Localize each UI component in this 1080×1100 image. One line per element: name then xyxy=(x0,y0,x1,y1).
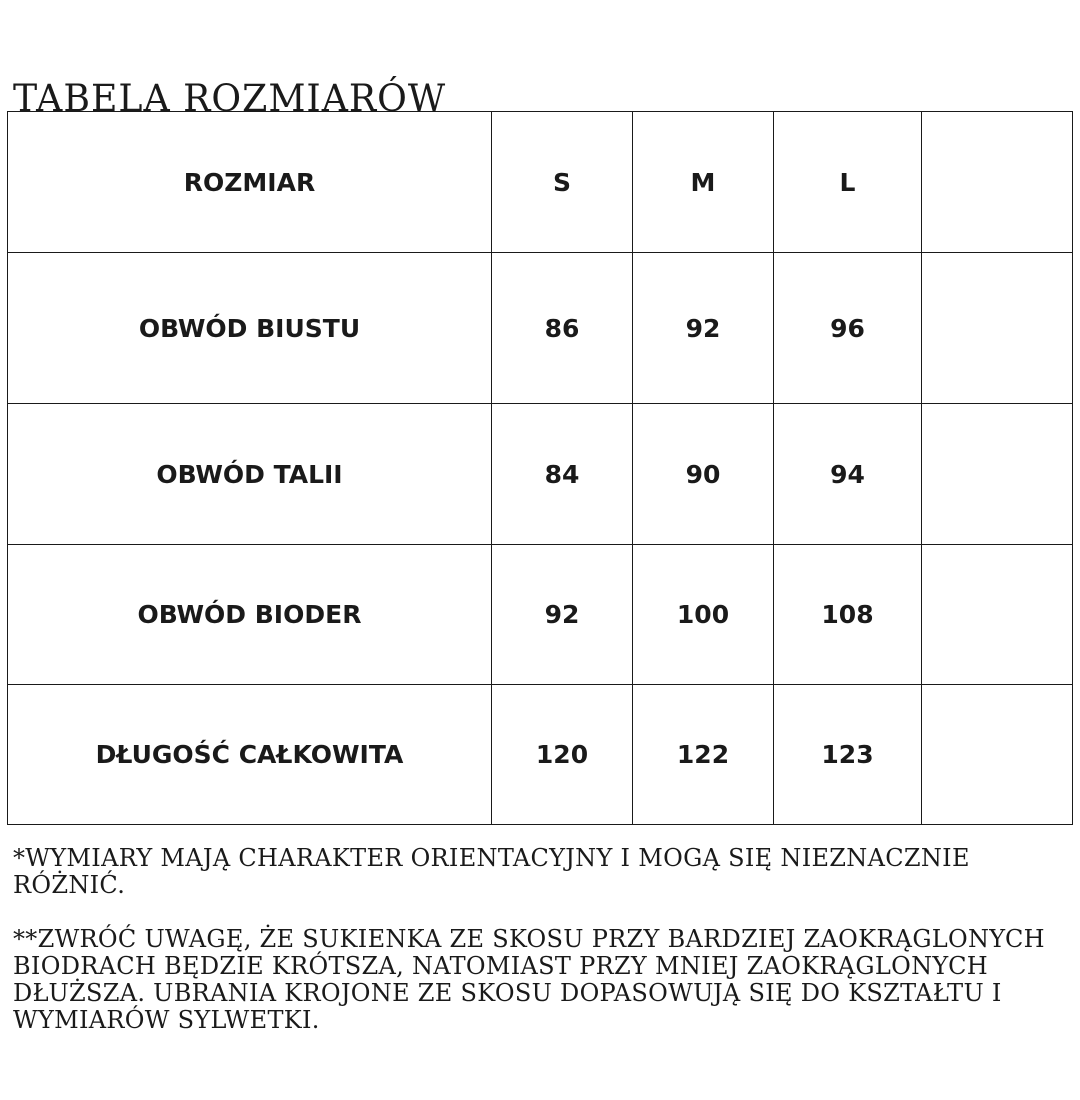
cell-hips-m: 100 xyxy=(633,545,774,685)
cell-bust-l: 96 xyxy=(774,253,922,404)
row-label-length: DŁUGOŚĆ CAŁKOWITA xyxy=(8,685,492,825)
header-cell-s: S xyxy=(492,112,633,253)
cell-waist-l: 94 xyxy=(774,404,922,545)
cell-hips-l: 108 xyxy=(774,545,922,685)
note-bias-cut: **ZWRÓĆ UWAGĘ, ŻE SUKIENKA ZE SKOSU PRZY BARDZIEJ ZAOKRĄGLONYCH BIODRACH BĘDZIE KRÓTSZA, NATOMIAST PRZY MNIEJ ZAOKRĄGLONYCH DŁUŻSZA. UBRANIA KROJONE ZE SKOSU DOPASOWUJĄ SIĘ DO KSZTAŁTU I WYMIARÓW SYLWETKI. xyxy=(13,925,1045,1034)
header-cell-l: L xyxy=(774,112,922,253)
table-row xyxy=(8,253,1073,404)
page-title: TABELA ROZMIARÓW xyxy=(13,76,447,120)
row-label-waist: OBWÓD TALII xyxy=(8,404,492,545)
table-row xyxy=(8,545,1073,685)
cell-length-m: 122 xyxy=(633,685,774,825)
header-cell-size-label: ROZMIAR xyxy=(8,112,492,253)
cell-bust-empty xyxy=(922,253,1073,404)
table-row xyxy=(8,685,1073,825)
size-table xyxy=(7,111,1073,825)
note-approximate: *WYMIARY MAJĄ CHARAKTER ORIENTACYJNY I MOGĄ SIĘ NIEZNACZNIE RÓŻNIĆ. xyxy=(13,844,970,899)
cell-waist-s: 84 xyxy=(492,404,633,545)
notes xyxy=(13,845,1053,1061)
cell-waist-empty xyxy=(922,404,1073,545)
cell-length-empty xyxy=(922,685,1073,825)
cell-bust-s: 86 xyxy=(492,253,633,404)
table-row xyxy=(8,404,1073,545)
table-header-row xyxy=(8,112,1073,253)
row-label-hips: OBWÓD BIODER xyxy=(8,545,492,685)
header-cell-m: M xyxy=(633,112,774,253)
cell-bust-m: 92 xyxy=(633,253,774,404)
cell-hips-s: 92 xyxy=(492,545,633,685)
cell-length-l: 123 xyxy=(774,685,922,825)
header-cell-empty xyxy=(922,112,1073,253)
row-label-bust: OBWÓD BIUSTU xyxy=(8,253,492,404)
cell-length-s: 120 xyxy=(492,685,633,825)
cell-waist-m: 90 xyxy=(633,404,774,545)
cell-hips-empty xyxy=(922,545,1073,685)
